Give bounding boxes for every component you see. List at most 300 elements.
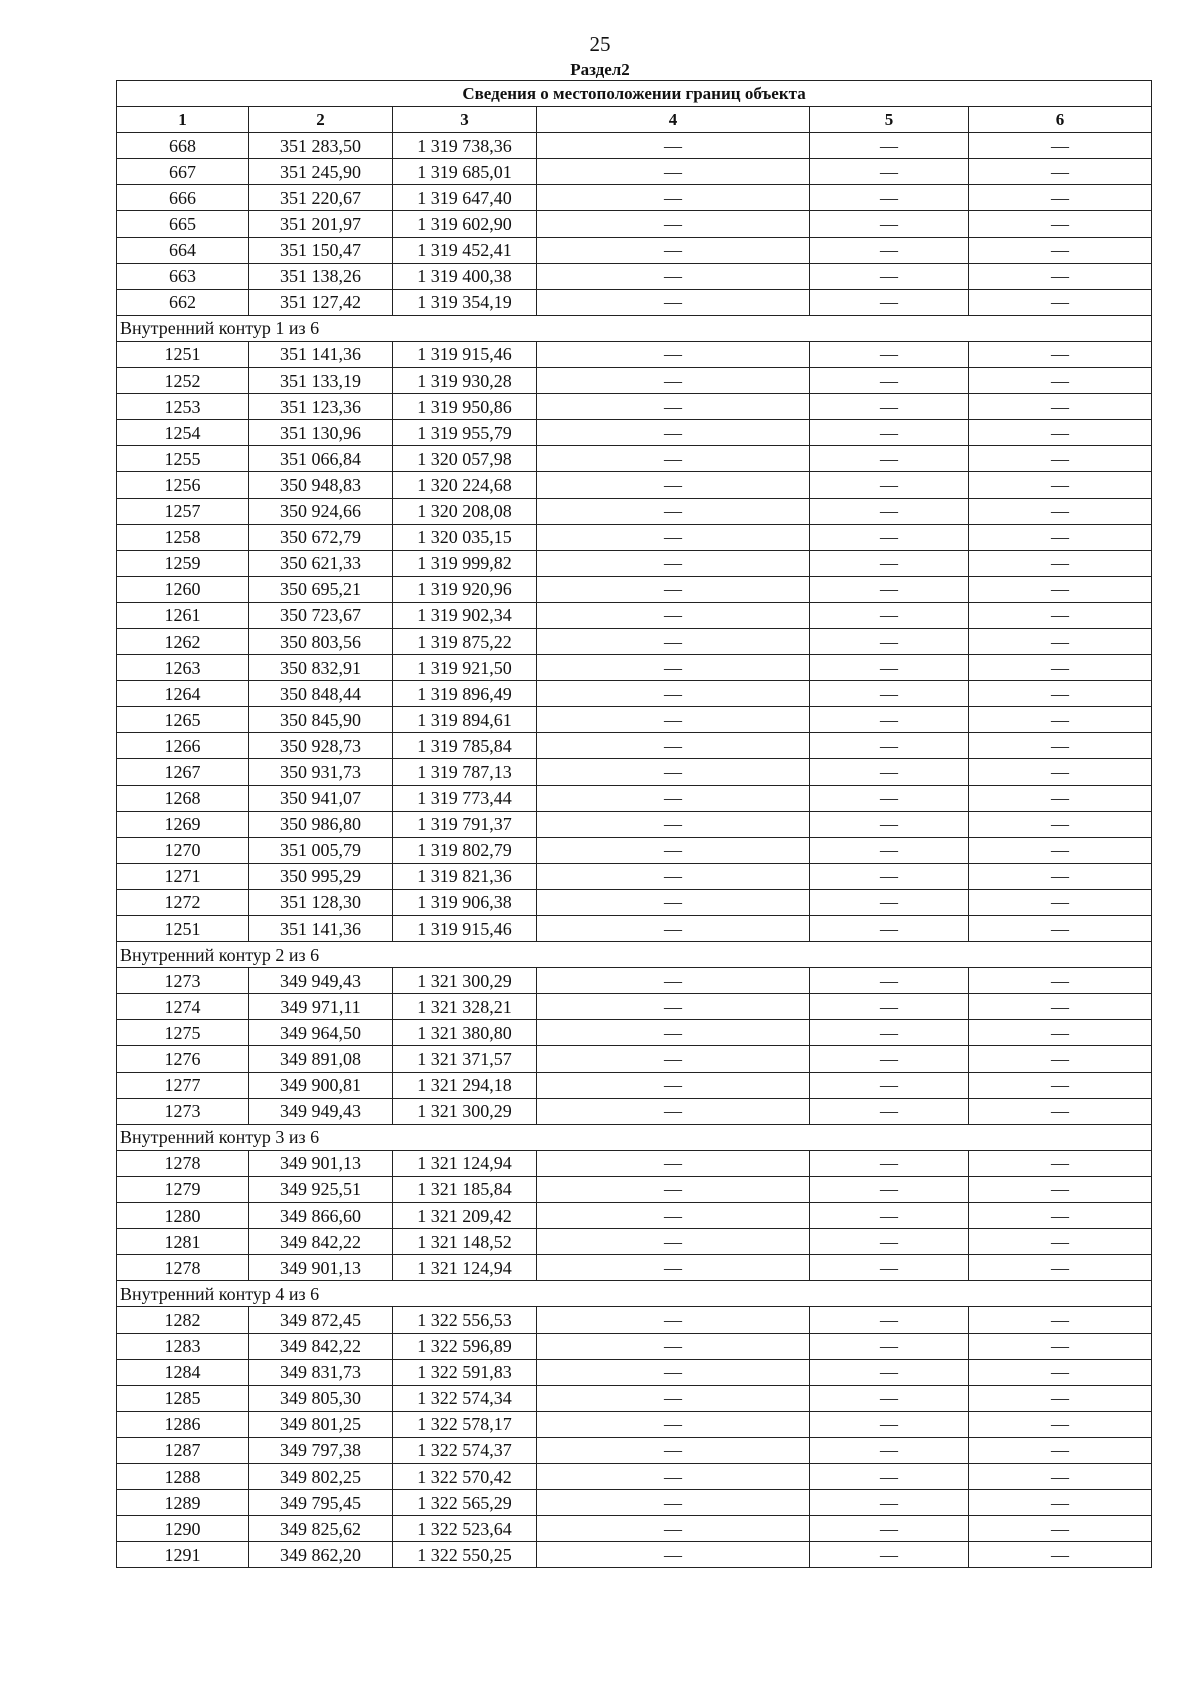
- column-6-cell: —: [969, 237, 1152, 263]
- table-row: [117, 889, 1152, 915]
- table-row: [117, 837, 1152, 863]
- column-4-cell: —: [537, 1490, 810, 1516]
- point-number-cell: 1256: [117, 472, 249, 498]
- y-coordinate-cell: 1 319 602,90: [393, 211, 537, 237]
- table-row: [117, 237, 1152, 263]
- contour-header-row: [117, 1281, 1152, 1307]
- x-coordinate-cell: 350 672,79: [249, 524, 393, 550]
- y-coordinate-cell: 1 319 791,37: [393, 811, 537, 837]
- table-row: [117, 1411, 1152, 1437]
- column-6-cell: —: [969, 550, 1152, 576]
- column-5-cell: —: [810, 1176, 969, 1202]
- column-5-cell: —: [810, 472, 969, 498]
- column-header: 2: [249, 107, 393, 133]
- column-5-cell: —: [810, 1203, 969, 1229]
- column-6-cell: —: [969, 968, 1152, 994]
- contour-header-row: [117, 1124, 1152, 1150]
- point-number-cell: 1262: [117, 628, 249, 654]
- table-row: [117, 968, 1152, 994]
- x-coordinate-cell: 349 949,43: [249, 1098, 393, 1124]
- x-coordinate-cell: 349 901,13: [249, 1150, 393, 1176]
- column-6-cell: —: [969, 211, 1152, 237]
- x-coordinate-cell: 351 283,50: [249, 133, 393, 159]
- column-4-cell: —: [537, 1150, 810, 1176]
- column-header: 3: [393, 107, 537, 133]
- point-number-cell: 1261: [117, 602, 249, 628]
- column-6-cell: —: [969, 1176, 1152, 1202]
- table-row: [117, 263, 1152, 289]
- column-5-cell: —: [810, 550, 969, 576]
- column-4-cell: —: [537, 994, 810, 1020]
- table-row: [117, 681, 1152, 707]
- x-coordinate-cell: 349 862,20: [249, 1542, 393, 1568]
- contour-header-row: [117, 942, 1152, 968]
- column-4-cell: —: [537, 602, 810, 628]
- column-6-cell: —: [969, 498, 1152, 524]
- y-coordinate-cell: 1 320 208,08: [393, 498, 537, 524]
- point-number-cell: 1272: [117, 889, 249, 915]
- y-coordinate-cell: 1 319 400,38: [393, 263, 537, 289]
- boundary-coordinates-table: [116, 80, 1152, 1568]
- column-header: 5: [810, 107, 969, 133]
- column-4-cell: —: [537, 472, 810, 498]
- column-5-cell: —: [810, 289, 969, 315]
- point-number-cell: 1279: [117, 1176, 249, 1202]
- column-5-cell: —: [810, 1411, 969, 1437]
- column-5-cell: —: [810, 263, 969, 289]
- column-header: 1: [117, 107, 249, 133]
- column-4-cell: —: [537, 576, 810, 602]
- column-5-cell: —: [810, 628, 969, 654]
- y-coordinate-cell: 1 319 921,50: [393, 655, 537, 681]
- x-coordinate-cell: 351 245,90: [249, 159, 393, 185]
- y-coordinate-cell: 1 322 578,17: [393, 1411, 537, 1437]
- y-coordinate-cell: 1 319 902,34: [393, 602, 537, 628]
- x-coordinate-cell: 349 801,25: [249, 1411, 393, 1437]
- y-coordinate-cell: 1 322 574,37: [393, 1437, 537, 1463]
- table-row: [117, 1542, 1152, 1568]
- column-5-cell: —: [810, 733, 969, 759]
- column-6-cell: —: [969, 1437, 1152, 1463]
- point-number-cell: 1268: [117, 785, 249, 811]
- point-number-cell: 666: [117, 185, 249, 211]
- column-6-cell: —: [969, 733, 1152, 759]
- point-number-cell: 1251: [117, 916, 249, 942]
- column-4-cell: —: [537, 289, 810, 315]
- point-number-cell: 1254: [117, 420, 249, 446]
- column-6-cell: —: [969, 524, 1152, 550]
- table-row: [117, 1176, 1152, 1202]
- column-5-cell: —: [810, 420, 969, 446]
- table-row: [117, 368, 1152, 394]
- contour-header-row: [117, 315, 1152, 341]
- column-5-cell: —: [810, 1072, 969, 1098]
- column-6-cell: —: [969, 916, 1152, 942]
- column-6-cell: —: [969, 1255, 1152, 1281]
- column-4-cell: —: [537, 368, 810, 394]
- x-coordinate-cell: 350 832,91: [249, 655, 393, 681]
- table-row: [117, 1463, 1152, 1489]
- point-number-cell: 1284: [117, 1359, 249, 1385]
- y-coordinate-cell: 1 322 565,29: [393, 1490, 537, 1516]
- column-5-cell: —: [810, 863, 969, 889]
- table-row: [117, 1359, 1152, 1385]
- table-row: [117, 394, 1152, 420]
- point-number-cell: 1280: [117, 1203, 249, 1229]
- x-coordinate-cell: 349 964,50: [249, 1020, 393, 1046]
- column-6-cell: —: [969, 1203, 1152, 1229]
- column-4-cell: —: [537, 1333, 810, 1359]
- column-6-cell: —: [969, 1020, 1152, 1046]
- x-coordinate-cell: 349 949,43: [249, 968, 393, 994]
- point-number-cell: 1263: [117, 655, 249, 681]
- y-coordinate-cell: 1 319 738,36: [393, 133, 537, 159]
- column-5-cell: —: [810, 759, 969, 785]
- table-row: [117, 211, 1152, 237]
- table-row: [117, 159, 1152, 185]
- x-coordinate-cell: 351 127,42: [249, 289, 393, 315]
- column-5-cell: —: [810, 1333, 969, 1359]
- column-5-cell: —: [810, 498, 969, 524]
- column-4-cell: —: [537, 341, 810, 367]
- y-coordinate-cell: 1 319 906,38: [393, 889, 537, 915]
- y-coordinate-cell: 1 321 300,29: [393, 1098, 537, 1124]
- column-5-cell: —: [810, 1516, 969, 1542]
- point-number-cell: 1264: [117, 681, 249, 707]
- column-6-cell: —: [969, 368, 1152, 394]
- x-coordinate-cell: 351 141,36: [249, 916, 393, 942]
- column-4-cell: —: [537, 498, 810, 524]
- x-coordinate-cell: 350 803,56: [249, 628, 393, 654]
- x-coordinate-cell: 350 986,80: [249, 811, 393, 837]
- column-6-cell: —: [969, 863, 1152, 889]
- point-number-cell: 663: [117, 263, 249, 289]
- table-row: [117, 1333, 1152, 1359]
- table-row: [117, 994, 1152, 1020]
- table-body: [117, 133, 1152, 1568]
- x-coordinate-cell: 349 802,25: [249, 1463, 393, 1489]
- x-coordinate-cell: 349 925,51: [249, 1176, 393, 1202]
- y-coordinate-cell: 1 319 950,86: [393, 394, 537, 420]
- column-4-cell: —: [537, 1046, 810, 1072]
- point-number-cell: 1286: [117, 1411, 249, 1437]
- table-row: [117, 1255, 1152, 1281]
- x-coordinate-cell: 351 066,84: [249, 446, 393, 472]
- column-4-cell: —: [537, 1463, 810, 1489]
- y-coordinate-cell: 1 321 328,21: [393, 994, 537, 1020]
- table-row: [117, 1229, 1152, 1255]
- x-coordinate-cell: 349 831,73: [249, 1359, 393, 1385]
- column-6-cell: —: [969, 472, 1152, 498]
- y-coordinate-cell: 1 322 570,42: [393, 1463, 537, 1489]
- x-coordinate-cell: 349 901,13: [249, 1255, 393, 1281]
- column-4-cell: —: [537, 133, 810, 159]
- y-coordinate-cell: 1 319 785,84: [393, 733, 537, 759]
- column-5-cell: —: [810, 889, 969, 915]
- column-4-cell: —: [537, 211, 810, 237]
- column-4-cell: —: [537, 420, 810, 446]
- column-6-cell: —: [969, 811, 1152, 837]
- column-6-cell: —: [969, 159, 1152, 185]
- y-coordinate-cell: 1 319 647,40: [393, 185, 537, 211]
- point-number-cell: 1259: [117, 550, 249, 576]
- y-coordinate-cell: 1 319 354,19: [393, 289, 537, 315]
- point-number-cell: 1283: [117, 1333, 249, 1359]
- column-4-cell: —: [537, 524, 810, 550]
- table-header: [117, 81, 1152, 133]
- table-row: [117, 1020, 1152, 1046]
- x-coordinate-cell: 349 805,30: [249, 1385, 393, 1411]
- column-4-cell: —: [537, 1516, 810, 1542]
- x-coordinate-cell: 349 825,62: [249, 1516, 393, 1542]
- column-4-cell: —: [537, 159, 810, 185]
- point-number-cell: 1251: [117, 341, 249, 367]
- y-coordinate-cell: 1 319 875,22: [393, 628, 537, 654]
- column-header: 4: [537, 107, 810, 133]
- table-row: [117, 1203, 1152, 1229]
- column-4-cell: —: [537, 759, 810, 785]
- column-6-cell: —: [969, 185, 1152, 211]
- column-5-cell: —: [810, 1098, 969, 1124]
- point-number-cell: 1273: [117, 1098, 249, 1124]
- y-coordinate-cell: 1 319 773,44: [393, 785, 537, 811]
- x-coordinate-cell: 349 797,38: [249, 1437, 393, 1463]
- table-row: [117, 524, 1152, 550]
- x-coordinate-cell: 350 621,33: [249, 550, 393, 576]
- y-coordinate-cell: 1 322 550,25: [393, 1542, 537, 1568]
- column-5-cell: —: [810, 1463, 969, 1489]
- column-5-cell: —: [810, 159, 969, 185]
- x-coordinate-cell: 351 138,26: [249, 263, 393, 289]
- point-number-cell: 1290: [117, 1516, 249, 1542]
- column-6-cell: —: [969, 602, 1152, 628]
- point-number-cell: 1253: [117, 394, 249, 420]
- column-5-cell: —: [810, 968, 969, 994]
- y-coordinate-cell: 1 319 896,49: [393, 681, 537, 707]
- column-4-cell: —: [537, 1020, 810, 1046]
- column-6-cell: —: [969, 394, 1152, 420]
- column-4-cell: —: [537, 550, 810, 576]
- y-coordinate-cell: 1 320 224,68: [393, 472, 537, 498]
- column-4-cell: —: [537, 863, 810, 889]
- x-coordinate-cell: 350 948,83: [249, 472, 393, 498]
- point-number-cell: 1277: [117, 1072, 249, 1098]
- x-coordinate-cell: 351 150,47: [249, 237, 393, 263]
- y-coordinate-cell: 1 322 523,64: [393, 1516, 537, 1542]
- column-6-cell: —: [969, 994, 1152, 1020]
- column-6-cell: —: [969, 1359, 1152, 1385]
- column-6-cell: —: [969, 655, 1152, 681]
- contour-label: Внутренний контур 4 из 6: [117, 1281, 1152, 1307]
- column-5-cell: —: [810, 707, 969, 733]
- x-coordinate-cell: 351 123,36: [249, 394, 393, 420]
- x-coordinate-cell: 350 695,21: [249, 576, 393, 602]
- x-coordinate-cell: 351 130,96: [249, 420, 393, 446]
- table-row: [117, 133, 1152, 159]
- column-6-cell: —: [969, 446, 1152, 472]
- column-4-cell: —: [537, 1098, 810, 1124]
- point-number-cell: 1271: [117, 863, 249, 889]
- column-4-cell: —: [537, 733, 810, 759]
- column-5-cell: —: [810, 341, 969, 367]
- column-4-cell: —: [537, 889, 810, 915]
- point-number-cell: 1291: [117, 1542, 249, 1568]
- column-6-cell: —: [969, 628, 1152, 654]
- column-4-cell: —: [537, 1437, 810, 1463]
- y-coordinate-cell: 1 319 802,79: [393, 837, 537, 863]
- column-4-cell: —: [537, 785, 810, 811]
- column-5-cell: —: [810, 811, 969, 837]
- column-6-cell: —: [969, 707, 1152, 733]
- column-6-cell: —: [969, 1150, 1152, 1176]
- column-4-cell: —: [537, 1307, 810, 1333]
- x-coordinate-cell: 350 995,29: [249, 863, 393, 889]
- column-5-cell: —: [810, 785, 969, 811]
- column-5-cell: —: [810, 524, 969, 550]
- x-coordinate-cell: 351 005,79: [249, 837, 393, 863]
- x-coordinate-cell: 350 931,73: [249, 759, 393, 785]
- y-coordinate-cell: 1 322 574,34: [393, 1385, 537, 1411]
- point-number-cell: 662: [117, 289, 249, 315]
- column-6-cell: —: [969, 681, 1152, 707]
- section-title: Раздел2: [570, 60, 630, 79]
- column-6-cell: —: [969, 289, 1152, 315]
- y-coordinate-cell: 1 321 124,94: [393, 1255, 537, 1281]
- point-number-cell: 1255: [117, 446, 249, 472]
- table-row: [117, 1437, 1152, 1463]
- column-4-cell: —: [537, 263, 810, 289]
- x-coordinate-cell: 350 941,07: [249, 785, 393, 811]
- point-number-cell: 1274: [117, 994, 249, 1020]
- x-coordinate-cell: 351 133,19: [249, 368, 393, 394]
- contour-label: Внутренний контур 1 из 6: [117, 315, 1152, 341]
- column-5-cell: —: [810, 1150, 969, 1176]
- column-5-cell: —: [810, 681, 969, 707]
- x-coordinate-cell: 350 845,90: [249, 707, 393, 733]
- y-coordinate-cell: 1 321 148,52: [393, 1229, 537, 1255]
- y-coordinate-cell: 1 321 294,18: [393, 1072, 537, 1098]
- column-4-cell: —: [537, 655, 810, 681]
- column-6-cell: —: [969, 263, 1152, 289]
- column-4-cell: —: [537, 185, 810, 211]
- point-number-cell: 667: [117, 159, 249, 185]
- table-row: [117, 289, 1152, 315]
- y-coordinate-cell: 1 319 894,61: [393, 707, 537, 733]
- column-5-cell: —: [810, 211, 969, 237]
- column-5-cell: —: [810, 237, 969, 263]
- column-4-cell: —: [537, 628, 810, 654]
- x-coordinate-cell: 350 924,66: [249, 498, 393, 524]
- column-5-cell: —: [810, 394, 969, 420]
- column-4-cell: —: [537, 837, 810, 863]
- point-number-cell: 1252: [117, 368, 249, 394]
- column-4-cell: —: [537, 707, 810, 733]
- y-coordinate-cell: 1 319 685,01: [393, 159, 537, 185]
- column-5-cell: —: [810, 1307, 969, 1333]
- column-5-cell: —: [810, 1046, 969, 1072]
- x-coordinate-cell: 349 842,22: [249, 1229, 393, 1255]
- table-row: [117, 1098, 1152, 1124]
- column-6-cell: —: [969, 1463, 1152, 1489]
- column-4-cell: —: [537, 1229, 810, 1255]
- y-coordinate-cell: 1 322 591,83: [393, 1359, 537, 1385]
- x-coordinate-cell: 349 842,22: [249, 1333, 393, 1359]
- y-coordinate-cell: 1 319 999,82: [393, 550, 537, 576]
- table-title: Сведения о местоположении границ объекта: [117, 81, 1152, 107]
- column-6-cell: —: [969, 837, 1152, 863]
- column-5-cell: —: [810, 133, 969, 159]
- y-coordinate-cell: 1 321 185,84: [393, 1176, 537, 1202]
- column-6-cell: —: [969, 1098, 1152, 1124]
- point-number-cell: 1270: [117, 837, 249, 863]
- contour-label: Внутренний контур 3 из 6: [117, 1124, 1152, 1150]
- column-6-cell: —: [969, 1516, 1152, 1542]
- y-coordinate-cell: 1 319 930,28: [393, 368, 537, 394]
- column-6-cell: —: [969, 133, 1152, 159]
- contour-label: Внутренний контур 2 из 6: [117, 942, 1152, 968]
- y-coordinate-cell: 1 319 787,13: [393, 759, 537, 785]
- table-row: [117, 341, 1152, 367]
- column-4-cell: —: [537, 916, 810, 942]
- column-5-cell: —: [810, 994, 969, 1020]
- column-5-cell: —: [810, 916, 969, 942]
- y-coordinate-cell: 1 322 556,53: [393, 1307, 537, 1333]
- point-number-cell: 1266: [117, 733, 249, 759]
- column-5-cell: —: [810, 185, 969, 211]
- column-6-cell: —: [969, 1333, 1152, 1359]
- column-6-cell: —: [969, 420, 1152, 446]
- table-row: [117, 785, 1152, 811]
- y-coordinate-cell: 1 322 596,89: [393, 1333, 537, 1359]
- point-number-cell: 1289: [117, 1490, 249, 1516]
- x-coordinate-cell: 349 866,60: [249, 1203, 393, 1229]
- column-4-cell: —: [537, 681, 810, 707]
- column-5-cell: —: [810, 1490, 969, 1516]
- table-row: [117, 863, 1152, 889]
- column-5-cell: —: [810, 837, 969, 863]
- table-row: [117, 1516, 1152, 1542]
- table-row: [117, 550, 1152, 576]
- column-6-cell: —: [969, 1490, 1152, 1516]
- column-6-cell: —: [969, 1072, 1152, 1098]
- column-4-cell: —: [537, 237, 810, 263]
- x-coordinate-cell: 350 928,73: [249, 733, 393, 759]
- column-5-cell: —: [810, 1255, 969, 1281]
- point-number-cell: 668: [117, 133, 249, 159]
- table-row: [117, 916, 1152, 942]
- y-coordinate-cell: 1 321 209,42: [393, 1203, 537, 1229]
- table-row: [117, 446, 1152, 472]
- table-row: [117, 576, 1152, 602]
- column-6-cell: —: [969, 1307, 1152, 1333]
- point-number-cell: 1267: [117, 759, 249, 785]
- y-coordinate-cell: 1 319 920,96: [393, 576, 537, 602]
- column-4-cell: —: [537, 1176, 810, 1202]
- column-6-cell: —: [969, 1229, 1152, 1255]
- table-row: [117, 1072, 1152, 1098]
- column-5-cell: —: [810, 602, 969, 628]
- point-number-cell: 1275: [117, 1020, 249, 1046]
- point-number-cell: 1287: [117, 1437, 249, 1463]
- y-coordinate-cell: 1 319 821,36: [393, 863, 537, 889]
- column-5-cell: —: [810, 655, 969, 681]
- column-5-cell: —: [810, 1385, 969, 1411]
- point-number-cell: 1282: [117, 1307, 249, 1333]
- table-row: [117, 1490, 1152, 1516]
- column-4-cell: —: [537, 1255, 810, 1281]
- x-coordinate-cell: 350 723,67: [249, 602, 393, 628]
- x-coordinate-cell: 349 795,45: [249, 1490, 393, 1516]
